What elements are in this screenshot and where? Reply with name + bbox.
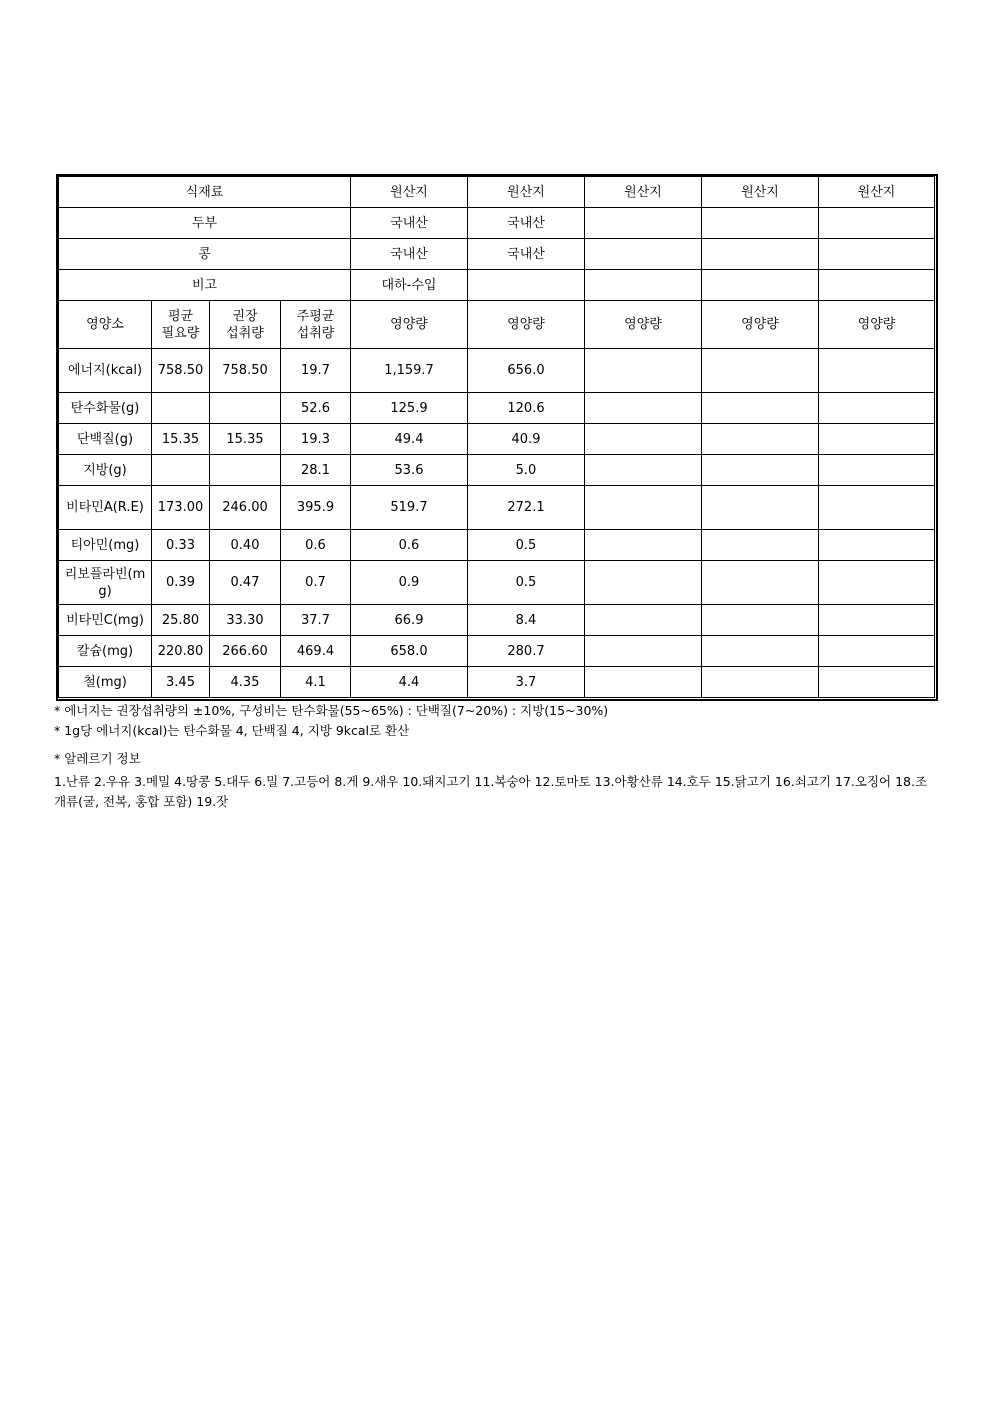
- nutrient-cell-empty: [585, 530, 702, 561]
- nutrient-header: 영양량: [585, 301, 702, 349]
- nutrient-cell-name: 티아민(mg): [59, 530, 152, 561]
- nutrient-cell-name: 비타민A(R.E): [59, 486, 152, 530]
- nutrient-cell-empty: [585, 667, 702, 698]
- nutrient-header: 영양량: [819, 301, 935, 349]
- nutrient-cell-week: 28.1: [281, 455, 351, 486]
- nutrient-cell-avg: [152, 393, 210, 424]
- nutrient-cell-empty: [702, 349, 819, 393]
- origin-row: [59, 239, 935, 270]
- nutrient-cell-avg: 0.39: [152, 561, 210, 605]
- nutrient-cell-empty: [585, 636, 702, 667]
- nutrient-cell-empty: [702, 486, 819, 530]
- nutrient-cell-avg: 15.35: [152, 424, 210, 455]
- nutrient-cell-v1: 658.0: [351, 636, 468, 667]
- nutrient-cell-v1: 0.9: [351, 561, 468, 605]
- nutrient-cell-name: 철(mg): [59, 667, 152, 698]
- origin-table: [58, 176, 935, 301]
- nutrient-header: 주평균 섭취량: [281, 301, 351, 349]
- nutrient-header: 평균 필요량: [152, 301, 210, 349]
- nutrient-cell-rec: 758.50: [210, 349, 281, 393]
- origin-cell: 국내산: [468, 208, 585, 239]
- nutrient-cell-empty: [702, 561, 819, 605]
- nutrient-cell-empty: [585, 486, 702, 530]
- nutrient-cell-name: 리보플라빈(mg): [59, 561, 152, 605]
- nutrient-cell-v2: 5.0: [468, 455, 585, 486]
- nutrient-cell-v2: 3.7: [468, 667, 585, 698]
- origin-cell: 국내산: [468, 239, 585, 270]
- nutrient-cell-rec: 15.35: [210, 424, 281, 455]
- nutrient-cell-empty: [585, 455, 702, 486]
- nutrient-cell-rec: [210, 393, 281, 424]
- nutrient-cell-empty: [819, 605, 935, 636]
- nutrient-cell-v2: 656.0: [468, 349, 585, 393]
- nutrient-cell-empty: [819, 667, 935, 698]
- nutrient-cell-v2: 272.1: [468, 486, 585, 530]
- nutrient-cell-v1: 53.6: [351, 455, 468, 486]
- nutrient-row: [59, 605, 935, 636]
- nutrient-cell-empty: [702, 530, 819, 561]
- origin-cell: [702, 208, 819, 239]
- nutrient-cell-empty: [585, 561, 702, 605]
- nutrient-cell-avg: 0.33: [152, 530, 210, 561]
- nutrient-cell-avg: 3.45: [152, 667, 210, 698]
- nutrient-cell-week: 0.7: [281, 561, 351, 605]
- nutrient-row: [59, 530, 935, 561]
- nutrient-cell-v1: 519.7: [351, 486, 468, 530]
- nutrient-cell-rec: 4.35: [210, 667, 281, 698]
- origin-cell: [585, 239, 702, 270]
- nutrient-cell-empty: [819, 561, 935, 605]
- allergy-title: * 알레르기 정보: [54, 751, 141, 766]
- nutrient-cell-week: 4.1: [281, 667, 351, 698]
- nutrient-row: [59, 561, 935, 605]
- origin-row: [59, 208, 935, 239]
- origin-cell: 국내산: [351, 208, 468, 239]
- nutrient-cell-empty: [702, 424, 819, 455]
- nutrient-cell-empty: [819, 486, 935, 530]
- origin-row-label: 두부: [59, 208, 351, 239]
- nutrient-cell-empty: [819, 455, 935, 486]
- nutrient-header: 영양소: [59, 301, 152, 349]
- origin-header-col: 원산지: [819, 177, 935, 208]
- allergy-list: 1.난류 2.우유 3.메밀 4.땅콩 5.대두 6.밀 7.고등어 8.게 9.새우 10.돼지고기 11.복숭아 12.토마토 13.아황산류 14.호두 15.닭고기 16.쇠고기 17.오징어 18.조개류(굴, 전복, 홍합 포함) 19.잣: [54, 774, 928, 809]
- nutrient-cell-week: 52.6: [281, 393, 351, 424]
- origin-cell: 대하-수입: [351, 270, 468, 301]
- origin-cell: [819, 270, 935, 301]
- nutrient-cell-empty: [702, 636, 819, 667]
- nutrient-cell-rec: 33.30: [210, 605, 281, 636]
- nutrient-cell-empty: [702, 667, 819, 698]
- nutrient-cell-name: 탄수화물(g): [59, 393, 152, 424]
- nutrient-cell-empty: [819, 393, 935, 424]
- nutrient-table: [58, 300, 935, 698]
- nutrient-row: [59, 667, 935, 698]
- origin-row-label: 콩: [59, 239, 351, 270]
- nutrient-cell-rec: 0.47: [210, 561, 281, 605]
- nutrient-cell-empty: [702, 605, 819, 636]
- nutrient-cell-avg: 758.50: [152, 349, 210, 393]
- nutrient-cell-v2: 120.6: [468, 393, 585, 424]
- nutrient-cell-empty: [819, 349, 935, 393]
- nutrient-cell-v1: 0.6: [351, 530, 468, 561]
- note-conversion: * 1g당 에너지(kcal)는 탄수화물 4, 단백질 4, 지방 9kcal로 환산: [54, 723, 410, 738]
- nutrient-header: 권장 섭취량: [210, 301, 281, 349]
- nutrient-cell-v2: 280.7: [468, 636, 585, 667]
- origin-cell: [819, 239, 935, 270]
- nutrient-cell-name: 칼슘(mg): [59, 636, 152, 667]
- nutrient-cell-rec: 266.60: [210, 636, 281, 667]
- nutrient-cell-name: 단백질(g): [59, 424, 152, 455]
- origin-header-col: 원산지: [351, 177, 468, 208]
- nutrient-cell-v2: 8.4: [468, 605, 585, 636]
- nutrient-cell-v1: 1,159.7: [351, 349, 468, 393]
- nutrient-cell-rec: 0.40: [210, 530, 281, 561]
- nutrient-cell-week: 469.4: [281, 636, 351, 667]
- nutrient-cell-name: 지방(g): [59, 455, 152, 486]
- nutrient-row: [59, 486, 935, 530]
- nutrient-cell-rec: [210, 455, 281, 486]
- nutrient-header: 영양량: [351, 301, 468, 349]
- origin-header-label: 식재료: [59, 177, 351, 208]
- nutrient-row: [59, 424, 935, 455]
- nutrient-row: [59, 349, 935, 393]
- nutrient-row: [59, 455, 935, 486]
- nutrient-cell-week: 19.3: [281, 424, 351, 455]
- nutrient-cell-empty: [585, 349, 702, 393]
- origin-header-row: [59, 177, 935, 208]
- origin-cell: [468, 270, 585, 301]
- nutrient-cell-empty: [702, 455, 819, 486]
- nutrient-row: [59, 393, 935, 424]
- nutrient-header: 영양량: [702, 301, 819, 349]
- nutrient-cell-v1: 49.4: [351, 424, 468, 455]
- note-energy: * 에너지는 권장섭취량의 ±10%, 구성비는 탄수화물(55~65%) : 단백질(7~20%) : 지방(15~30%): [54, 703, 609, 718]
- origin-cell: [585, 270, 702, 301]
- nutrient-cell-avg: [152, 455, 210, 486]
- origin-header-col: 원산지: [468, 177, 585, 208]
- nutrient-header: 영양량: [468, 301, 585, 349]
- nutrient-cell-empty: [819, 424, 935, 455]
- nutrient-cell-name: 비타민C(mg): [59, 605, 152, 636]
- origin-row: [59, 270, 935, 301]
- nutrient-row: [59, 636, 935, 667]
- nutrient-cell-empty: [819, 636, 935, 667]
- origin-header-col: 원산지: [702, 177, 819, 208]
- nutrient-cell-rec: 246.00: [210, 486, 281, 530]
- nutrient-cell-week: 395.9: [281, 486, 351, 530]
- nutrient-cell-empty: [702, 393, 819, 424]
- nutrient-cell-v1: 66.9: [351, 605, 468, 636]
- nutrient-cell-name: 에너지(kcal): [59, 349, 152, 393]
- origin-cell: 국내산: [351, 239, 468, 270]
- nutrient-cell-avg: 173.00: [152, 486, 210, 530]
- nutrient-cell-week: 0.6: [281, 530, 351, 561]
- nutrient-cell-v1: 125.9: [351, 393, 468, 424]
- origin-cell: [585, 208, 702, 239]
- nutrient-cell-week: 19.7: [281, 349, 351, 393]
- nutrient-cell-avg: 25.80: [152, 605, 210, 636]
- nutrient-cell-v2: 40.9: [468, 424, 585, 455]
- origin-cell: [819, 208, 935, 239]
- origin-cell: [702, 270, 819, 301]
- nutrient-cell-empty: [819, 530, 935, 561]
- nutrient-cell-empty: [585, 605, 702, 636]
- origin-header-col: 원산지: [585, 177, 702, 208]
- nutrient-cell-avg: 220.80: [152, 636, 210, 667]
- nutrient-cell-empty: [585, 393, 702, 424]
- nutrient-cell-week: 37.7: [281, 605, 351, 636]
- nutrient-cell-v2: 0.5: [468, 561, 585, 605]
- nutrient-cell-v2: 0.5: [468, 530, 585, 561]
- nutrient-cell-v1: 4.4: [351, 667, 468, 698]
- nutrient-header-row: [59, 301, 935, 349]
- origin-cell: [702, 239, 819, 270]
- nutrient-cell-empty: [585, 424, 702, 455]
- origin-row-label: 비고: [59, 270, 351, 301]
